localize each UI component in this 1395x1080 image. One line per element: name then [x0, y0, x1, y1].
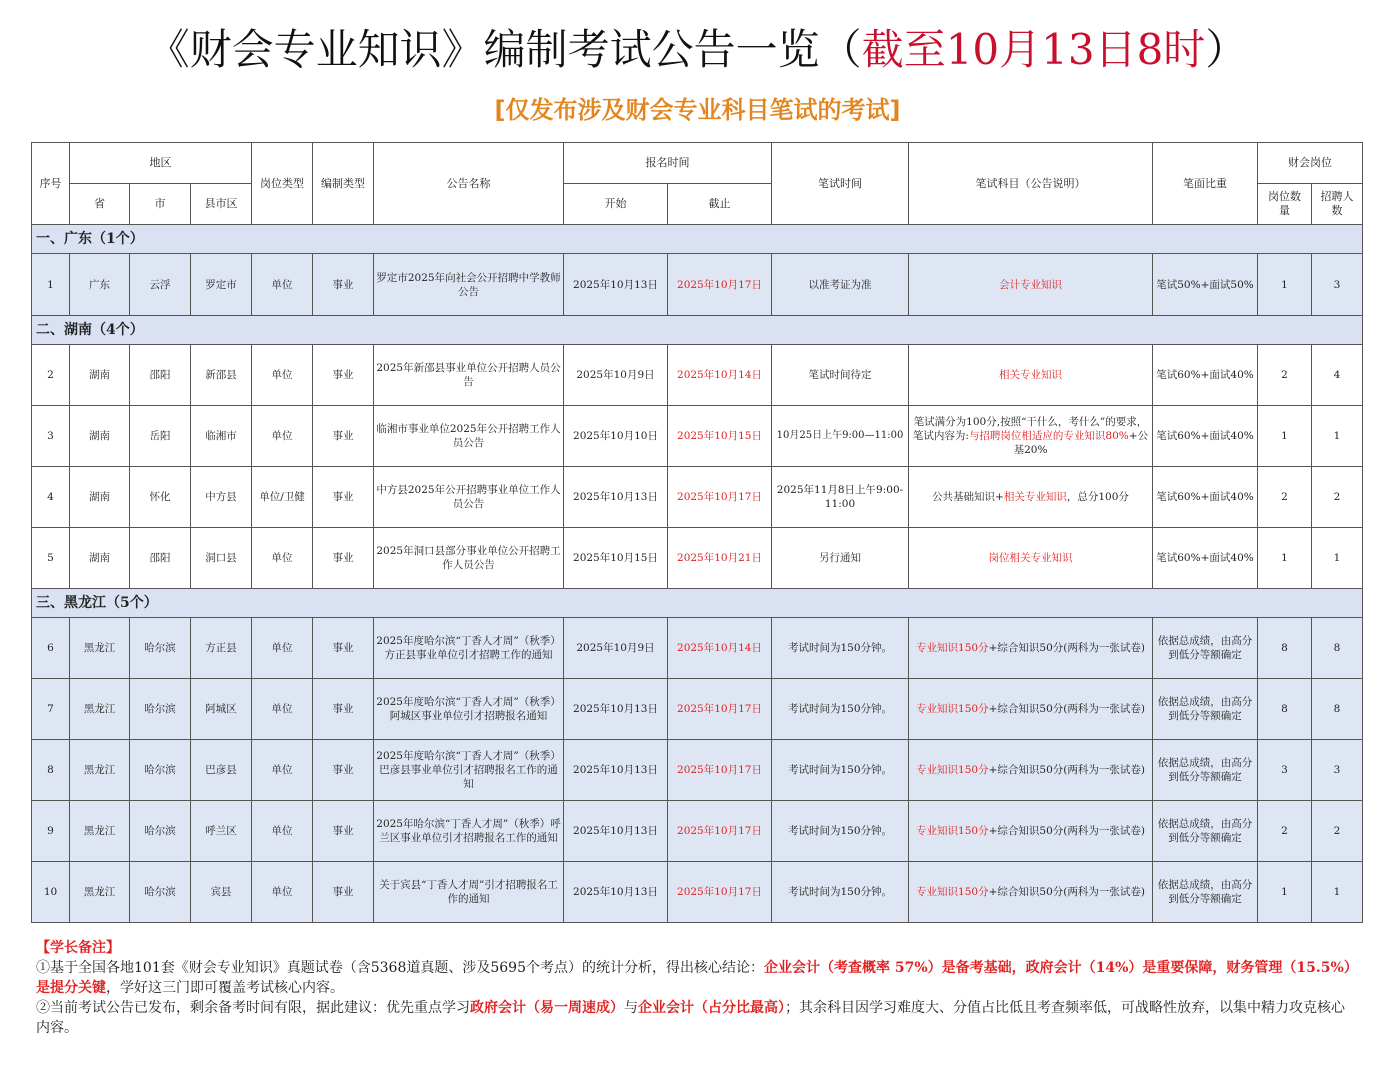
cell-county: 中方县: [191, 467, 252, 528]
cell-exam-subject: 会计专业知识: [909, 254, 1153, 316]
header-reg-time: 报名时间: [564, 143, 772, 184]
cell-start: 2025年10月13日: [564, 740, 668, 801]
cell-ratio: 笔试60%+面试40%: [1153, 467, 1258, 528]
cell-ratio: 笔试60%+面试40%: [1153, 528, 1258, 589]
cell-exam-time: 笔试时间待定: [772, 345, 909, 406]
cell-recruit-count: 1: [1312, 406, 1363, 467]
cell-exam-time: 考试时间为150分钟。: [772, 740, 909, 801]
cell-recruit-count: 3: [1312, 740, 1363, 801]
subject-highlight: 专业知识150分: [916, 642, 989, 654]
cell-no: 10: [32, 862, 70, 923]
cell-start: 2025年10月9日: [564, 618, 668, 679]
subject-text: 公共基础知识+: [932, 491, 1004, 503]
cell-end: 2025年10月17日: [668, 467, 772, 528]
note-highlight: 企业会计（考查概率 57%）是备考基础，政府会计（14%）是重要保障，财务管理（15.5%）是提分关键: [36, 960, 1351, 996]
cell-start: 2025年10月10日: [564, 406, 668, 467]
cell-staff-type: 事业: [313, 801, 374, 862]
subject-highlight: 专业知识150分: [916, 886, 989, 898]
cell-post-count: 2: [1258, 345, 1312, 406]
cell-post-count: 8: [1258, 679, 1312, 740]
note-text: ；其余科目因学习难度大、分值占比低且考查频率低，可战略性放弃，以集中精力攻克核心内容。: [36, 1000, 1345, 1036]
table-row: [32, 254, 1363, 316]
subject-text: +综合知识50分(两科为一张试卷): [988, 825, 1145, 837]
cell-exam-time: 另行通知: [772, 528, 909, 589]
cell-county: 巴彦县: [191, 740, 252, 801]
cell-end: 2025年10月17日: [668, 679, 772, 740]
title-prefix: 《财会专业知识》编制考试公告一览（: [147, 25, 862, 74]
subject-highlight: 专业知识150分: [916, 703, 989, 715]
note-text: 与: [624, 1000, 638, 1016]
cell-post-type: 单位: [252, 345, 313, 406]
cell-start: 2025年10月9日: [564, 345, 668, 406]
cell-end: 2025年10月17日: [668, 740, 772, 801]
cell-exam-subject: 相关专业知识: [909, 345, 1153, 406]
header-exam-subject: 笔试科目（公告说明）: [909, 143, 1153, 225]
cell-recruit-count: 2: [1312, 801, 1363, 862]
header-fin-post: 财会岗位: [1258, 143, 1363, 184]
cell-no: 3: [32, 406, 70, 467]
cell-ratio: 依据总成绩，由高分到低分等额确定: [1153, 801, 1258, 862]
cell-recruit-count: 1: [1312, 862, 1363, 923]
header-post-count: 岗位数量: [1258, 184, 1312, 225]
cell-no: 4: [32, 467, 70, 528]
header-post-type: 岗位类型: [252, 143, 313, 225]
cell-province: 黑龙江: [70, 679, 130, 740]
cell-no: 9: [32, 801, 70, 862]
exam-notice-table: [31, 142, 1363, 923]
section-hunan: 二、湖南（4个）: [32, 316, 1363, 345]
cell-county: 阿城区: [191, 679, 252, 740]
cell-no: 6: [32, 618, 70, 679]
cell-recruit-count: 1: [1312, 528, 1363, 589]
cell-exam-time: 10月25日上午9:00—11:00: [772, 406, 909, 467]
cell-post-type: 单位: [252, 618, 313, 679]
cell-no: 1: [32, 254, 70, 316]
table-row: [32, 345, 1363, 406]
cell-province: 黑龙江: [70, 801, 130, 862]
cell-ratio: 笔试50%+面试50%: [1153, 254, 1258, 316]
cell-post-type: 单位: [252, 528, 313, 589]
cell-notice: 关于宾县“丁香人才周”引才招聘报名工作的通知: [374, 862, 564, 923]
cell-no: 7: [32, 679, 70, 740]
header-province: 省: [70, 184, 130, 225]
cell-no: 8: [32, 740, 70, 801]
header-end: 截止: [668, 184, 772, 225]
cell-start: 2025年10月13日: [564, 801, 668, 862]
cell-county: 罗定市: [191, 254, 252, 316]
cell-staff-type: 事业: [313, 679, 374, 740]
cell-post-count: 2: [1258, 467, 1312, 528]
note-highlight: 企业会计（占分比最高）: [638, 1000, 785, 1016]
subject-text: +公基20%: [1013, 430, 1149, 456]
cell-post-type: 单位/卫健: [252, 467, 313, 528]
table-row: [32, 528, 1363, 589]
cell-county: 临湘市: [191, 406, 252, 467]
cell-ratio: 依据总成绩，由高分到低分等额确定: [1153, 740, 1258, 801]
cell-start: 2025年10月13日: [564, 862, 668, 923]
title-deadline: 截至10月13日8时: [861, 25, 1206, 74]
subject-text: +综合知识50分(两科为一张试卷): [988, 764, 1145, 776]
cell-post-type: 单位: [252, 740, 313, 801]
note-text: ，学好这三门即可覆盖考试核心内容。: [106, 980, 344, 996]
subject-text: +综合知识50分(两科为一张试卷): [988, 642, 1145, 654]
cell-post-count: 8: [1258, 618, 1312, 679]
subject-text: ，总分100分: [1066, 491, 1129, 503]
cell-exam-subject: [909, 801, 1153, 862]
note-text: ②当前考试公告已发布，剩余备考时间有限，据此建议：优先重点学习: [36, 1000, 470, 1016]
table-row: [32, 801, 1363, 862]
cell-end: 2025年10月17日: [668, 254, 772, 316]
cell-ratio: 依据总成绩，由高分到低分等额确定: [1153, 679, 1258, 740]
cell-exam-subject: [909, 740, 1153, 801]
subject-text: +综合知识50分(两科为一张试卷): [988, 703, 1145, 715]
header-region: 地区: [70, 143, 252, 184]
cell-start: 2025年10月13日: [564, 254, 668, 316]
section-heilongjiang: 三、黑龙江（5个）: [32, 589, 1363, 618]
cell-exam-time: 以准考证为准: [772, 254, 909, 316]
cell-end: 2025年10月14日: [668, 618, 772, 679]
cell-staff-type: 事业: [313, 406, 374, 467]
page-subtitle: [仅发布涉及财会专业科目笔试的考试]: [494, 96, 901, 124]
subject-text: 笔试满分为100分,按照“干什么，考什么”的要求，笔试内容为:: [912, 416, 1148, 442]
table-row: [32, 618, 1363, 679]
cell-province: 湖南: [70, 467, 130, 528]
cell-ratio: 依据总成绩，由高分到低分等额确定: [1153, 618, 1258, 679]
cell-ratio: 笔试60%+面试40%: [1153, 406, 1258, 467]
cell-staff-type: 事业: [313, 618, 374, 679]
cell-staff-type: 事业: [313, 528, 374, 589]
cell-exam-subject: [909, 406, 1153, 467]
note-text: ①基于全国各地101套《财会专业知识》真题试卷（含5368道真题、涉及5695个考点）的统计分析，得出核心结论：: [36, 960, 764, 976]
cell-city: 岳阳: [130, 406, 191, 467]
cell-province: 湖南: [70, 528, 130, 589]
cell-notice: 2025年新邵县事业单位公开招聘人员公告: [374, 345, 564, 406]
cell-ratio: 依据总成绩，由高分到低分等额确定: [1153, 862, 1258, 923]
section-guangdong: 一、广东（1个）: [32, 225, 1363, 254]
page-title: [0, 24, 1395, 76]
cell-no: 5: [32, 528, 70, 589]
cell-notice: 2025年度哈尔滨“丁香人才周”（秋季）方正县事业单位引才招聘工作的通知: [374, 618, 564, 679]
cell-notice: 罗定市2025年向社会公开招聘中学教师公告: [374, 254, 564, 316]
cell-post-count: 3: [1258, 740, 1312, 801]
cell-exam-subject: 岗位相关专业知识: [909, 528, 1153, 589]
cell-exam-time: 2025年11月8日上午9:00-11:00: [772, 467, 909, 528]
cell-province: 黑龙江: [70, 862, 130, 923]
cell-no: 2: [32, 345, 70, 406]
header-notice: 公告名称: [374, 143, 564, 225]
cell-exam-subject: [909, 467, 1153, 528]
cell-city: 哈尔滨: [130, 862, 191, 923]
cell-county: 方正县: [191, 618, 252, 679]
cell-exam-time: 考试时间为150分钟。: [772, 618, 909, 679]
cell-post-count: 1: [1258, 862, 1312, 923]
cell-recruit-count: 4: [1312, 345, 1363, 406]
cell-notice: 中方县2025年公开招聘事业单位工作人员公告: [374, 467, 564, 528]
cell-exam-subject: [909, 679, 1153, 740]
cell-post-type: 单位: [252, 862, 313, 923]
cell-staff-type: 事业: [313, 862, 374, 923]
cell-post-count: 2: [1258, 801, 1312, 862]
subject-text: +综合知识50分(两科为一张试卷): [988, 886, 1145, 898]
table-row: [32, 679, 1363, 740]
subject-highlight: 相关专业知识: [1003, 491, 1067, 503]
header-seq: 序号: [32, 143, 70, 225]
cell-county: 新邵县: [191, 345, 252, 406]
cell-province: 黑龙江: [70, 618, 130, 679]
cell-county: 宾县: [191, 862, 252, 923]
cell-exam-subject: [909, 618, 1153, 679]
note-highlight: 政府会计（易一周速成）: [470, 1000, 624, 1016]
cell-city: 哈尔滨: [130, 618, 191, 679]
cell-county: 呼兰区: [191, 801, 252, 862]
cell-city: 邵阳: [130, 345, 191, 406]
notes-block: [36, 938, 1356, 1038]
cell-exam-time: 考试时间为150分钟。: [772, 862, 909, 923]
header-county: 县市区: [191, 184, 252, 225]
note-2: [36, 998, 1356, 1038]
cell-exam-time: 考试时间为150分钟。: [772, 801, 909, 862]
header-ratio: 笔面比重: [1153, 143, 1258, 225]
subject-highlight: 与招聘岗位相适应的专业知识80%: [968, 430, 1129, 442]
cell-post-count: 1: [1258, 528, 1312, 589]
header-start: 开始: [564, 184, 668, 225]
cell-staff-type: 事业: [313, 740, 374, 801]
cell-exam-time: 考试时间为150分钟。: [772, 679, 909, 740]
cell-post-count: 1: [1258, 406, 1312, 467]
cell-post-count: 1: [1258, 254, 1312, 316]
header-exam-time: 笔试时间: [772, 143, 909, 225]
table-row: [32, 406, 1363, 467]
cell-city: 哈尔滨: [130, 801, 191, 862]
cell-post-type: 单位: [252, 254, 313, 316]
subject-highlight: 专业知识150分: [916, 825, 989, 837]
cell-post-type: 单位: [252, 406, 313, 467]
cell-province: 湖南: [70, 406, 130, 467]
cell-city: 哈尔滨: [130, 679, 191, 740]
title-suffix: ）: [1205, 25, 1248, 74]
header-city: 市: [130, 184, 191, 225]
cell-province: 黑龙江: [70, 740, 130, 801]
header-staff-type: 编制类型: [313, 143, 374, 225]
cell-city: 怀化: [130, 467, 191, 528]
cell-end: 2025年10月15日: [668, 406, 772, 467]
cell-post-type: 单位: [252, 801, 313, 862]
cell-start: 2025年10月13日: [564, 467, 668, 528]
cell-city: 哈尔滨: [130, 740, 191, 801]
cell-staff-type: 事业: [313, 467, 374, 528]
cell-staff-type: 事业: [313, 345, 374, 406]
cell-county: 洞口县: [191, 528, 252, 589]
cell-exam-subject: [909, 862, 1153, 923]
cell-start: 2025年10月15日: [564, 528, 668, 589]
cell-end: 2025年10月17日: [668, 801, 772, 862]
cell-ratio: 笔试60%+面试40%: [1153, 345, 1258, 406]
cell-end: 2025年10月17日: [668, 862, 772, 923]
cell-notice: 2025年度哈尔滨“丁香人才周”（秋季）巴彦县事业单位引才招聘报名工作的通知: [374, 740, 564, 801]
cell-recruit-count: 8: [1312, 618, 1363, 679]
cell-notice: 2025年洞口县部分事业单位公开招聘工作人员公告: [374, 528, 564, 589]
notes-heading: 【学长备注】: [36, 940, 120, 956]
note-1: [36, 958, 1356, 998]
table-row: [32, 467, 1363, 528]
cell-city: 云浮: [130, 254, 191, 316]
cell-start: 2025年10月13日: [564, 679, 668, 740]
cell-end: 2025年10月21日: [668, 528, 772, 589]
cell-notice: 临湘市事业单位2025年公开招聘工作人员公告: [374, 406, 564, 467]
cell-recruit-count: 3: [1312, 254, 1363, 316]
cell-recruit-count: 2: [1312, 467, 1363, 528]
table-row: [32, 862, 1363, 923]
cell-end: 2025年10月14日: [668, 345, 772, 406]
cell-notice: 2025年哈尔滨“丁香人才周”（秋季）呼兰区事业单位引才招聘报名工作的通知: [374, 801, 564, 862]
table-row: [32, 740, 1363, 801]
cell-staff-type: 事业: [313, 254, 374, 316]
cell-city: 邵阳: [130, 528, 191, 589]
cell-notice: 2025年度哈尔滨“丁香人才周”（秋季）阿城区事业单位引才招聘报名通知: [374, 679, 564, 740]
cell-province: 广东: [70, 254, 130, 316]
subject-highlight: 专业知识150分: [916, 764, 989, 776]
cell-post-type: 单位: [252, 679, 313, 740]
header-recruit-count: 招聘人数: [1312, 184, 1363, 225]
cell-province: 湖南: [70, 345, 130, 406]
cell-recruit-count: 8: [1312, 679, 1363, 740]
